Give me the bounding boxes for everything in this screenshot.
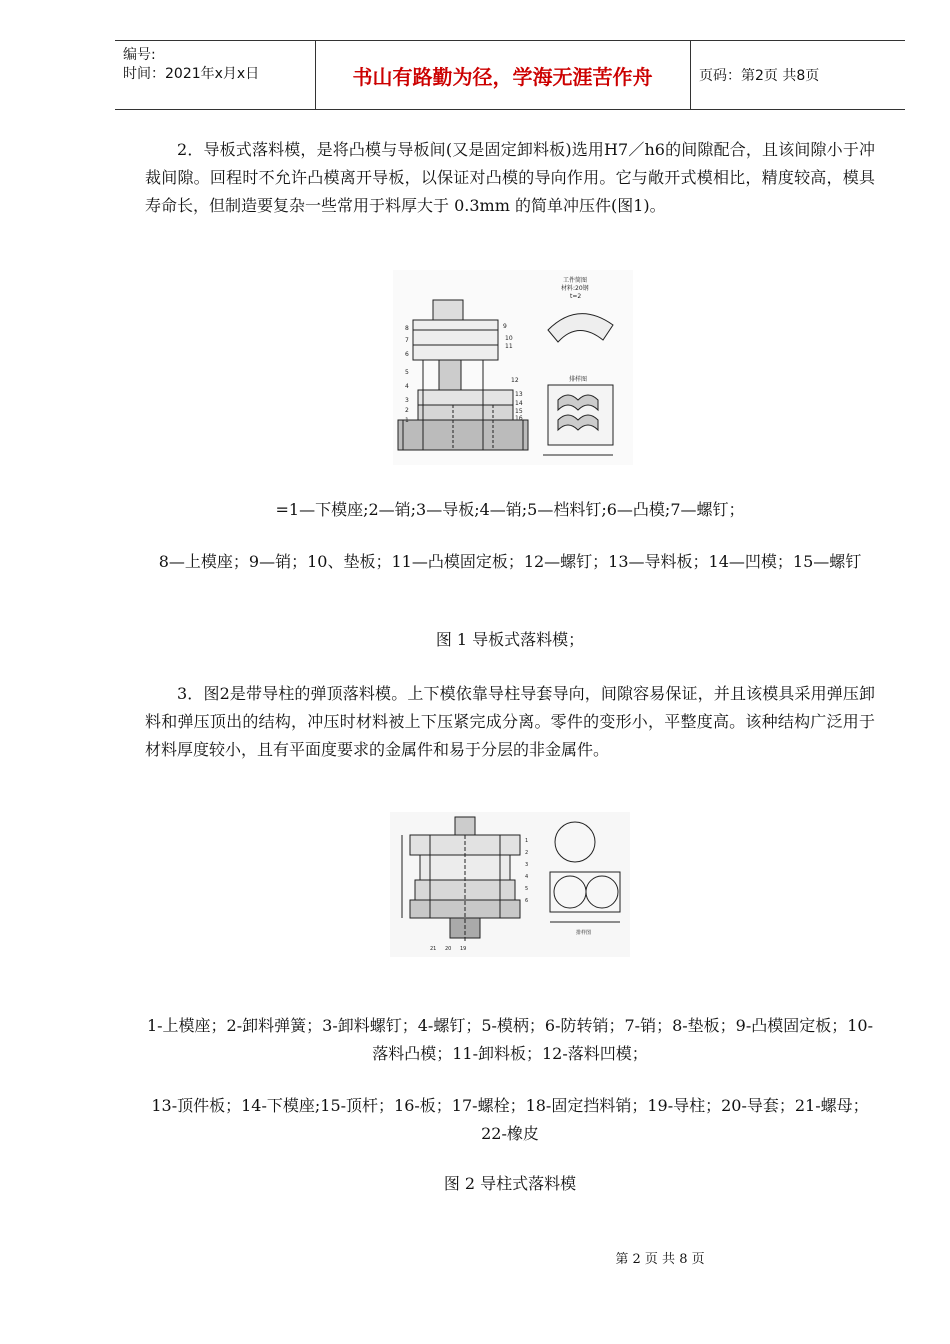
svg-text:6: 6 xyxy=(525,898,529,904)
figure-2-caption: 图 2 导柱式落料模 xyxy=(443,1174,577,1193)
figure-2-legend-line1: 1-上模座；2-卸料弹簧；3-卸料螺钉；4-螺钉；5-模柄；6-防转销；7-销；8-垫板；9-凸模固定板；10-落料凸模；11-卸料板；12-落料凹模； xyxy=(146,1016,874,1063)
svg-text:2: 2 xyxy=(525,850,529,856)
svg-text:11: 11 xyxy=(505,343,513,350)
paragraph-spring-ejector-die: 3．图2是带导柱的弹顶落料模。上下模依靠导柱导套导向，间隙容易保证，并且该模具采用弹压卸料和弹压顶出的结构，冲压时材料被上下压紧完成分离。零件的变形小，平整度高。该种结构广泛用于材料厚度较小，且有平面度要求的金属件和易于分层的非金属件。 xyxy=(145,684,875,759)
paragraph-guide-plate-die: 2．导板式落料模，是将凸模与导板间(又是固定卸料板)选用H7／h6的间隙配合，且该间隙小于冲裁间隙。回程时不允许凸模离开导板，以保证对凸模的导向作用。它与敞开式模相比，精度较高，模具寿命长，但制造要复杂一些常用于料厚大于 0.3mm 的简单冲压件(图1)。 xyxy=(145,140,875,215)
svg-text:10: 10 xyxy=(505,335,513,342)
svg-text:1: 1 xyxy=(405,417,409,424)
figure-1-caption: 图 1 导板式落料模； xyxy=(435,630,585,649)
time-label: 时间：2021年x月x日 xyxy=(123,66,260,82)
svg-text:21: 21 xyxy=(430,946,437,952)
figure-1-legend-line1: =1—下模座;2—销;3—导板;4—销;5—档料钉;6—凸模;7—螺钉； xyxy=(275,500,745,519)
svg-text:5: 5 xyxy=(405,369,409,376)
svg-text:2: 2 xyxy=(405,407,409,414)
figure-2-svg xyxy=(390,812,630,957)
figure-2-legend-line2: 13-顶件板；14-下模座;15-顶杆；16-板；17-螺栓；18-固定挡料销；19-导柱；20-导套；21-螺母；22-橡皮 xyxy=(151,1096,869,1143)
svg-text:15: 15 xyxy=(515,408,523,415)
svg-text:12: 12 xyxy=(511,377,519,384)
svg-text:4: 4 xyxy=(405,383,409,390)
figure-1-legend-line2: 8—上模座；9—销；10、垫板；11—凸模固定板；12—螺钉；13—导料板；14—凹模；15—螺钉 xyxy=(158,552,862,571)
svg-text:7: 7 xyxy=(405,337,409,344)
figure-1-svg xyxy=(393,270,633,465)
figure-2-layout-label: 排样图 xyxy=(576,930,592,936)
svg-text:20: 20 xyxy=(445,946,452,952)
footer-page-number: 第 2 页 共 8 页 xyxy=(615,1252,705,1267)
figure-1-inset-thickness: t=2 xyxy=(570,293,582,300)
header-page-label: 页码：第2页 共8页 xyxy=(699,68,820,84)
header-motto: 书山有路勤为径，学海无涯苦作舟 xyxy=(315,41,691,109)
page-header xyxy=(115,40,905,110)
svg-text:19: 19 xyxy=(460,946,467,952)
svg-text:1: 1 xyxy=(525,838,529,844)
svg-text:13: 13 xyxy=(515,391,523,398)
figure-1-layout-label: 排样图 xyxy=(569,376,588,383)
header-meta xyxy=(115,41,316,109)
page-footer xyxy=(0,1248,950,1267)
figure-1-drawing xyxy=(393,270,633,465)
svg-text:6: 6 xyxy=(405,351,409,358)
figure-1-inset-material: 材料:20钢 xyxy=(561,285,589,292)
svg-text:8: 8 xyxy=(405,325,409,332)
svg-text:14: 14 xyxy=(515,400,523,407)
svg-text:9: 9 xyxy=(503,323,507,330)
number-label: 编号: xyxy=(123,47,156,63)
svg-text:4: 4 xyxy=(525,874,529,880)
figure-1-inset-title: 工件简图 xyxy=(563,277,588,284)
svg-text:3: 3 xyxy=(525,862,529,868)
figure-2-drawing xyxy=(390,812,630,957)
svg-text:3: 3 xyxy=(405,397,409,404)
svg-text:16: 16 xyxy=(515,415,523,422)
svg-text:5: 5 xyxy=(525,886,529,892)
